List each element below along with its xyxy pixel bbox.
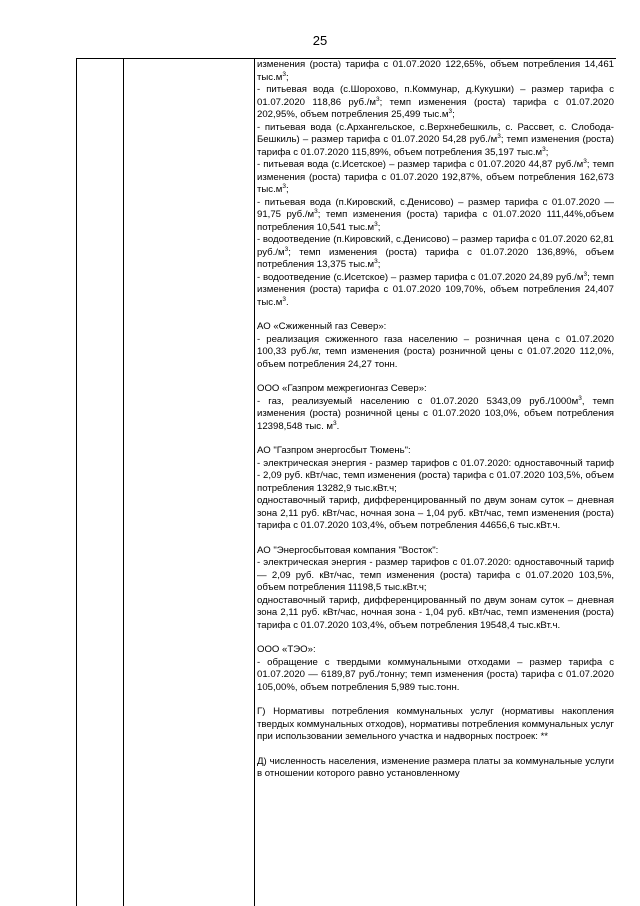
organization-heading: ООО «ТЭО»: bbox=[257, 644, 316, 655]
paragraph-spacer bbox=[257, 309, 614, 321]
paragraph: Г) Нормативы потребления коммунальных услуг (нормативы накопления твердых коммунальных отходов), нормативы потребления коммунальных услуг при использовании земельного участка и надворных построек: ** bbox=[257, 706, 614, 742]
paragraph-spacer bbox=[257, 694, 614, 706]
paragraph: - питьевая вода (с.Исетское) – размер тарифа с 01.07.2020 44,87 $руб./м^3$; темп изменения (роста) тарифа с 01.07.2020 192,87%, объем потребления 162,673 $тыс.м^3$; bbox=[257, 157, 614, 195]
paragraph-spacer bbox=[257, 433, 614, 445]
table-text-cell bbox=[257, 59, 614, 781]
organization-heading: АО "Газпром энергосбыт Тюмень": bbox=[257, 445, 411, 456]
table-column-divider bbox=[254, 59, 255, 906]
paragraph: - обращение с твердыми коммунальными отходами – размер тарифа с 01.07.2020 — 6189,87 руб./тонну; темп изменения (роста) тарифа с 01.07.2020 105,00%, объем потребления 5,989 тыс.тонн. bbox=[257, 656, 614, 693]
paragraph-spacer bbox=[257, 744, 614, 756]
paragraph: Д) численность населения, изменение размера платы за коммунальные услуги в отношении которого равно установленному bbox=[257, 755, 614, 779]
paragraph: - питьевая вода (с.Шорохово, п.Коммунар, д.Кукушки) – размер тарифа с 01.07.2020 118,86 $руб./м^3$; темп изменения (роста) тарифа с 01.07.2020 202,95%, объем потребления 25,499 $тыс.м^3$; bbox=[257, 84, 614, 120]
paragraph: изменения (роста) тарифа с 01.07.2020 122,65%, объем потребления 14,461 $тыс.м^3$; bbox=[257, 59, 614, 83]
paragraph: - реализация сжиженного газа населению – розничная цена с 01.07.2020 100,33 руб./кг, темп изменения (роста) розничной цены с 01.07.2020 112,0%, объем потребления 24,27 тонн. bbox=[257, 333, 614, 370]
paragraph: - водоотведение (с.Исетское) – размер тарифа с 01.07.2020 24,89 $руб./м^3$; темп изменения (роста) тарифа с 01.07.2020 109,70%, объем потребления 24,407 $тыс.м^3$. bbox=[257, 270, 614, 308]
paragraph-spacer bbox=[257, 533, 614, 545]
paragraph-spacer bbox=[257, 371, 614, 383]
document-table bbox=[76, 58, 616, 906]
organization-heading: АО «Сжиженный газ Север»: bbox=[257, 321, 387, 332]
paragraph: - питьевая вода (с.Архангельское, с.Верхнебешкиль, с. Рассвет, с. Слобода-Бешкиль) – размер тарифа с 01.07.2020 54,28 $руб./м^3$; темп изменения (роста) тарифа с 01.07.2020 115,89%, объем потребления 35,197 $тыс.м^3$; bbox=[257, 121, 614, 158]
organization-heading: АО "Энергосбытовая компания "Восток": bbox=[257, 544, 439, 556]
paragraph-spacer bbox=[257, 632, 614, 644]
organization-heading: ООО «Газпром межрегионгаз Север»: bbox=[257, 383, 427, 394]
paragraph: одноставочный тариф, дифференцированный по двум зонам суток – дневная зона 2,11 руб. кВт/час, ночная зона - 1,04 руб. кВт/час, темп изменения (роста) тарифа с 01.07.2020 103,4%, объем потребления 19548,4 тыс.кВт.ч. bbox=[257, 594, 614, 631]
table-column-divider bbox=[123, 59, 124, 906]
paragraph: - электрическая энергия - размер тарифов с 01.07.2020: одноставочный тариф — 2,09 руб. кВт/час, темп изменения (роста) тарифа с 01.07.2020 103,5%, объем потребления 11198,5 тыс.кВт.ч; bbox=[257, 557, 614, 593]
paragraph: - электрическая энергия - размер тарифов с 01.07.2020: одноставочный тариф - 2,09 руб. кВт/час, темп изменения (роста) тарифа с 01.07.2020 103,5%, объем потребления 13282,9 тыс.кВт.ч; bbox=[257, 457, 614, 494]
paragraph: - водоотведение (п.Кировский, с.Денисово) – размер тарифа с 01.07.2020 62,81 $руб./м^3$; темп изменения (роста) тарифа с 01.07.2020 136,89%, объем потребления 13,375 $тыс.м^3$; bbox=[257, 234, 614, 270]
paragraph: - питьевая вода (п.Кировский, с.Денисово) – размер тарифа с 01.07.2020 — 91,75 $руб./м^3$; темп изменения (роста) тарифа с 01.07.2020 111,44%,объем потребления 10,541 $тыс.м^3$; bbox=[257, 196, 614, 233]
paragraph: - газ, реализуемый населению с 01.07.2020 5343,09 $руб./1000м^3$, темп изменения (роста) розничной цены с 01.07.2020 103,0%, объем потребления 12398,548 тыс. $м^3$. bbox=[257, 394, 615, 432]
paragraph: одноставочный тариф, дифференцированный по двум зонам суток – дневная зона 2,11 руб. кВт/час, ночная зона – 1,04 руб. кВт/час, темп изменения (роста) тарифа с 01.07.2020 103,4%, объем потребления 44656,6 тыс.кВт.ч. bbox=[257, 495, 614, 531]
page-number: 25 bbox=[312, 33, 328, 48]
